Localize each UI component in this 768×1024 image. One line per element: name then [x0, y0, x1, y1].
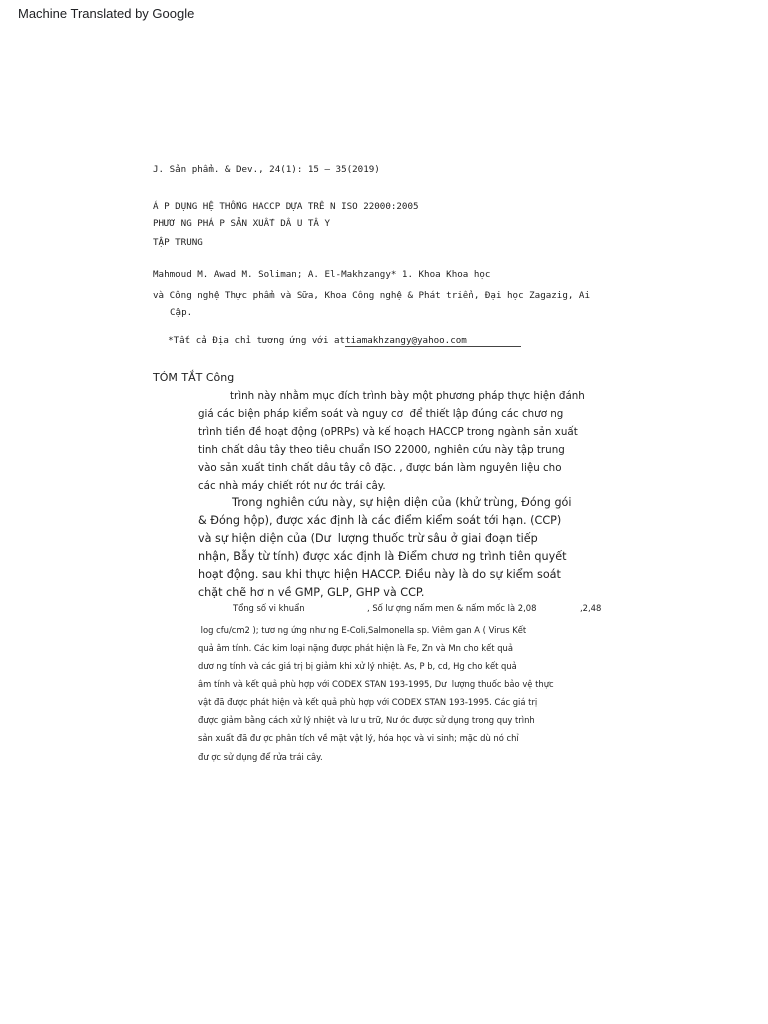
- para3-first-c: ,2,48: [580, 603, 602, 613]
- para1-line: giá các biện pháp kiểm soát và nguy cơ để thiết lập đúng các chươ ng: [198, 408, 564, 420]
- authors-line: Mahmoud M. Awad M. Soliman; A. El-Makhzangy* 1. Khoa Khoa học: [153, 269, 491, 280]
- para3-line: quả âm tính. Các kim loại nặng được phát hiện là Fe, Zn và Mn cho kết quả: [198, 643, 513, 653]
- journal-citation: J. Sản phẩm. & Dev., 24(1): 15 – 35(2019): [153, 164, 380, 175]
- machine-translated-banner: Machine Translated by Google: [18, 6, 195, 21]
- para2-line: và sự hiện diện của (Dư lượng thuốc trừ sâu ở giai đoạn tiếp: [198, 532, 538, 545]
- para3-line: log cfu/cm2 ); tươ ng ứng như ng E-Coli,Salmonella sp. Viêm gan A ( Virus Kết: [198, 625, 527, 635]
- para2-line: chặt chẽ hơ n về GMP, GLP, GHP và CCP.: [198, 586, 425, 599]
- title-line-1: Á P DỤNG HỆ THỐNG HACCP DỰA TRÊ N ISO 22000:2005: [153, 201, 419, 212]
- para2-line: Trong nghiên cứu này, sự hiện diện của (khử trùng, Đóng gói: [232, 496, 572, 509]
- title-line-2: PHƯƠ NG PHÁ P SẢN XUẤT DÂ U TÂ Y: [153, 218, 331, 229]
- para3-line: dươ ng tính và các giá trị bị giảm khi xử lý nhiệt. As, P b, cd, Hg cho kết quả: [198, 661, 517, 671]
- corresponding-prefix: *Tất cả Địa chỉ tương ứng với at: [168, 335, 346, 346]
- para2-line: & Đóng hộp), được xác định là các điểm kiểm soát tới hạn. (CCP): [198, 514, 562, 527]
- affiliation-line-2: Cập.: [170, 307, 193, 318]
- corresponding-address: [157, 324, 521, 346]
- para3-first-a: Tổng số vi khuẩn: [233, 603, 305, 613]
- para3-line: đư ợc sử dụng để rửa trái cây.: [198, 752, 323, 762]
- para1-line: các nhà máy chiết rót nư ớc trái cây.: [198, 480, 386, 492]
- para3-first-b: , Số lư ợng nấm men & nấm mốc là 2,08: [367, 603, 537, 613]
- abstract-heading: TÓM TẮT Công: [153, 371, 235, 384]
- para3-line: vật đã được phát hiện và kết quả phù hợp với CODEX STAN 193-1995. Các giá trị: [198, 697, 538, 707]
- affiliation-line-1: và Công nghệ Thực phẩm và Sữa, Khoa Công nghệ & Phát triển, Đại học Zagazig, Ai: [153, 290, 590, 301]
- para1-line: trình này nhằm mục đích trình bày một phương pháp thực hiện đánh: [230, 390, 585, 402]
- para1-line: trình tiền đề hoạt động (oPRPs) và kế hoạch HACCP trong ngành sản xuất: [198, 426, 578, 438]
- para3-line: âm tính và kết quả phù hợp với CODEX STAN 193-1995, Dư lượng thuốc bảo vệ thực: [198, 679, 554, 689]
- para2-line: nhận, Bẫy từ tính) được xác định là Điểm chươ ng trình tiên quyết: [198, 550, 567, 563]
- para2-line: hoạt động. sau khi thực hiện HACCP. Điều này là do sự kiểm soát: [198, 568, 561, 581]
- title-line-3: TẬP TRUNG: [153, 237, 203, 248]
- para1-line: tinh chất dâu tây theo tiêu chuẩn ISO 22000, nghiên cứu này tập trung: [198, 444, 565, 456]
- para3-line: sản xuất đã đư ợc phân tích về mặt vật lý, hóa học và vi sinh; mặc dù nó chỉ: [198, 733, 519, 743]
- para3-line: được giảm bằng cách xử lý nhiệt và lư u trữ, Nư ớc được sử dụng trong quy trình: [198, 715, 535, 725]
- para1-line: vào sản xuất tinh chất dâu tây cô đặc. , được bán làm nguyên liệu cho: [198, 462, 562, 474]
- email-link[interactable]: tiamakhzangy@yahoo.com: [345, 335, 521, 347]
